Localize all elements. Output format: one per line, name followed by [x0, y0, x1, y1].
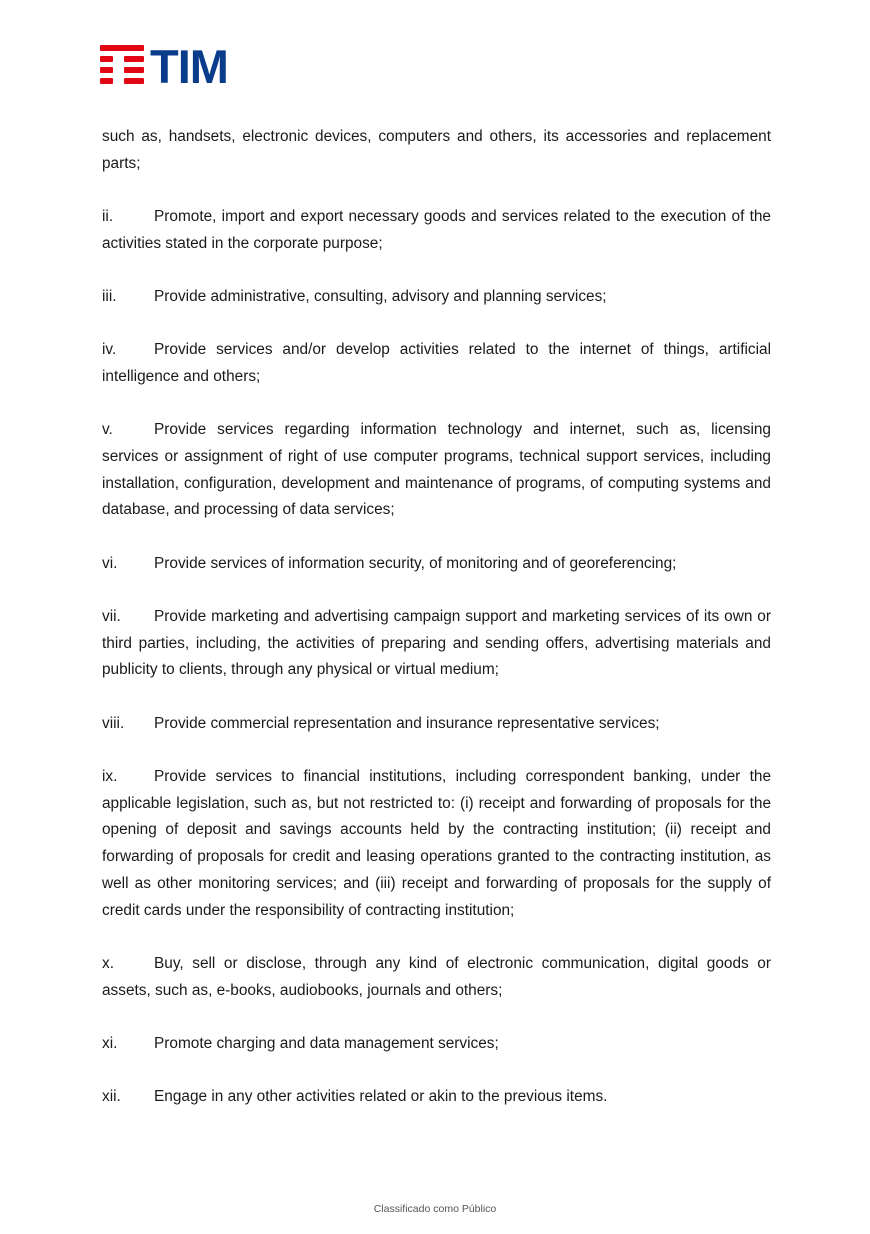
item-number: xi. [102, 1034, 118, 1052]
item-text: Engage in any other activities related or akin to the previous items. [154, 1088, 608, 1106]
list-item [102, 1031, 771, 1058]
item-number: iii. [102, 288, 117, 305]
item-number: vii. [102, 608, 121, 625]
list-item [102, 764, 771, 924]
item-number: vi. [102, 554, 118, 572]
item-number: v. [102, 421, 113, 439]
item-number: ii. [102, 208, 114, 225]
list-item [102, 417, 771, 524]
list-item [102, 204, 771, 257]
item-text: Provide services regarding information technology and internet, such as, licensing services or assignment of right of use computer programs, technical support services, including installation, configuration, development and maintenance of programs, of computing systems and database, and processing of data services; [102, 421, 771, 519]
item-text: Provide marketing and advertising campaign support and marketing services of its own or third parties, including, the activities of preparing and sending offers, advertising materials and publicity to clients, through any physical or virtual medium; [102, 608, 771, 679]
tim-logo-text: TIM [150, 44, 228, 84]
item-number: viii. [102, 714, 125, 732]
list-item [102, 337, 771, 390]
list-item [102, 284, 771, 311]
classification-footer: Classificado como Público [373, 1203, 497, 1215]
list-item [102, 711, 771, 738]
item-text: Promote charging and data management services; [154, 1034, 499, 1052]
document-body [102, 124, 771, 1137]
item-text: Provide services to financial institutions, including correspondent banking, under the applicable legislation, such as, but not restricted to: (i) receipt and forwarding of proposals for the opening of deposit and savings accounts held by the contracting institution; (ii) receipt and forwarding of proposals for credit and leasing operations granted to the contracting institution, as well as other monitoring services; and (iii) receipt and forwarding of proposals for the supply of credit cards under the responsibility of contracting institution; [102, 768, 771, 919]
item-number: x. [102, 954, 114, 972]
item-text: Buy, sell or disclose, through any kind of electronic communication, digital goods or assets, such as, e-books, audiobooks, journals and others; [102, 954, 771, 999]
list-item [102, 604, 771, 684]
intro-paragraph: such as, handsets, electronic devices, computers and others, its accessories and replacement parts; [102, 128, 771, 172]
item-text: Provide services of information security, of monitoring and of georeferencing; [154, 554, 677, 572]
item-number: ix. [102, 768, 118, 785]
tim-stripes-icon [100, 45, 144, 84]
item-text: Provide services and/or develop activities related to the internet of things, artificial intelligence and others; [102, 341, 771, 385]
tim-logo-mark [100, 44, 245, 84]
tim-logo [100, 44, 245, 84]
item-text: Provide administrative, consulting, advisory and planning services; [154, 288, 607, 305]
list-item [102, 551, 771, 578]
item-text: Promote, import and export necessary goods and services related to the execution of the activities stated in the corporate purpose; [102, 208, 771, 252]
list-item [102, 951, 771, 1004]
item-text: Provide commercial representation and insurance representative services; [154, 714, 660, 732]
item-number: iv. [102, 341, 117, 359]
item-number: xii. [102, 1088, 121, 1106]
list-item [102, 1084, 771, 1111]
